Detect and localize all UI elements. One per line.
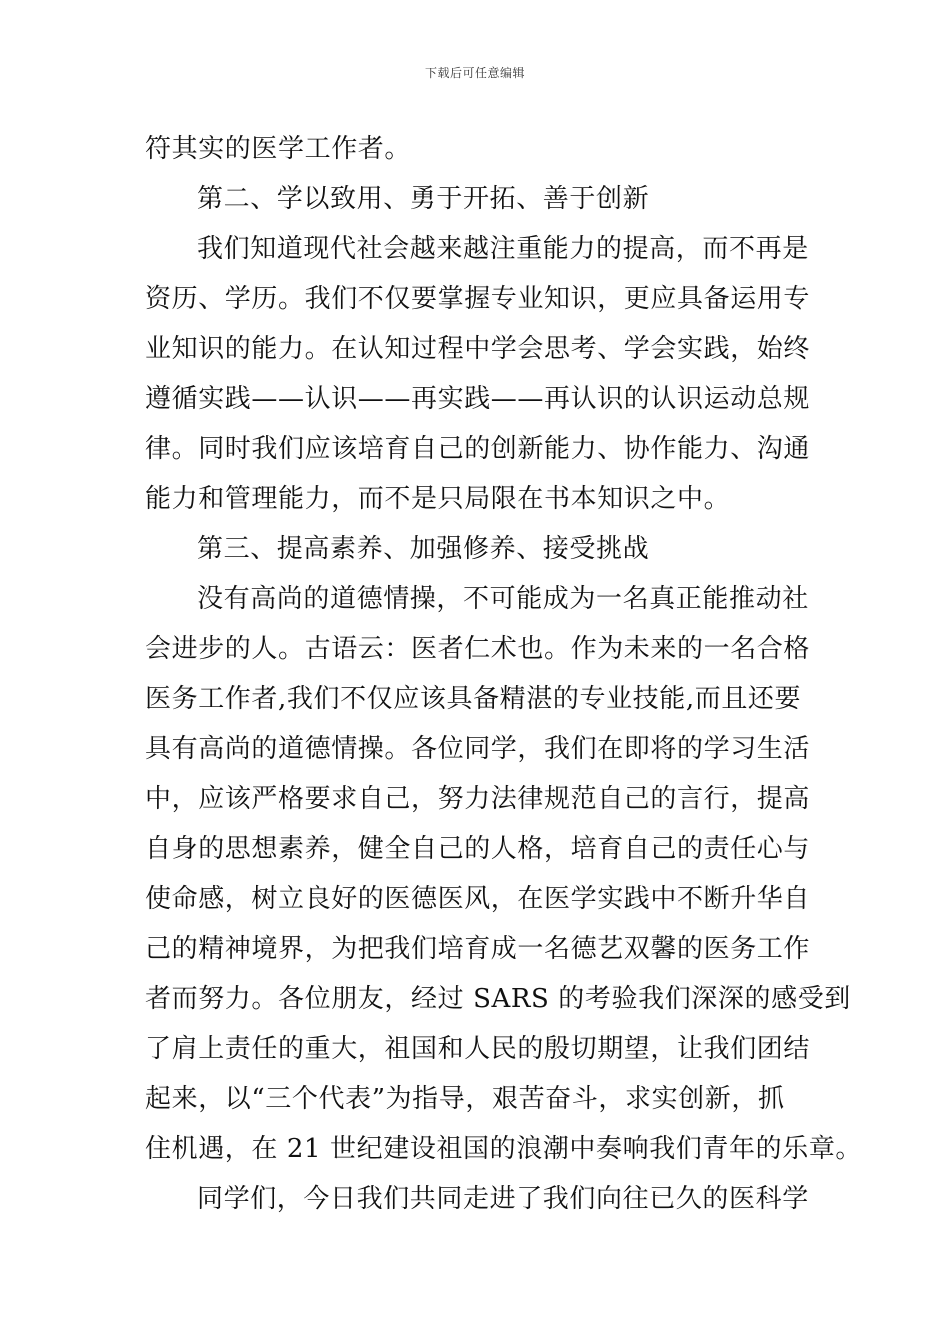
text-line: 符其实的医学工作者。 xyxy=(145,134,412,164)
section-heading: 第二、学以致用、勇于开拓、善于创新 xyxy=(197,184,650,214)
page-header: 下载后可任意编辑 xyxy=(424,66,525,80)
text-line: 业知识的能力。在认知过程中学会思考、学会实践，始终 xyxy=(145,334,811,364)
text-line: 自身的思想素养，健全自己的人格，培育自己的责任心与 xyxy=(145,834,811,864)
text-line: 起来，以“三个代表”为指导，艰苦奋斗，求实创新，抓 xyxy=(145,1084,785,1114)
text-line: 医务工作者,我们不仅应该具备精湛的专业技能,而且还要 xyxy=(145,684,802,714)
text-line: 己的精神境界，为把我们培育成一名德艺双馨的医务工作 xyxy=(145,934,811,964)
text-line: 没有高尚的道德情操，不可能成为一名真正能推动社 xyxy=(197,584,809,614)
text-line: 了肩上责任的重大，祖国和人民的殷切期望，让我们团结 xyxy=(145,1034,811,1064)
section-heading: 第三、提高素养、加强修养、接受挑战 xyxy=(197,534,650,564)
text-line: 中，应该严格要求自己，努力法律规范自己的言行，提高 xyxy=(145,784,811,814)
text-line: 资历、学历。我们不仅要掌握专业知识，更应具备运用专 xyxy=(145,284,811,314)
text-line: 我们知道现代社会越来越注重能力的提高，而不再是 xyxy=(197,234,809,264)
text-line: 者而努力。各位朋友，经过 SARS 的考验我们深深的感受到 xyxy=(145,984,851,1014)
text-line: 遵循实践——认识——再实践——再认识的认识运动总规 xyxy=(145,384,811,414)
text-line: 会进步的人。古语云：医者仁术也。作为未来的一名合格 xyxy=(145,634,811,664)
text-line: 同学们，今日我们共同走进了我们向往已久的医科学 xyxy=(197,1184,809,1214)
text-line: 住机遇，在 21 世纪建设祖国的浪潮中奏响我们青年的乐章。 xyxy=(145,1134,863,1164)
text-line: 具有高尚的道德情操。各位同学，我们在即将的学习生活 xyxy=(145,734,811,764)
text-line: 能力和管理能力，而不是只局限在书本知识之中。 xyxy=(145,484,731,514)
text-line: 律。同时我们应该培育自己的创新能力、协作能力、沟通 xyxy=(145,434,811,464)
text-line: 使命感，树立良好的医德医风，在医学实践中不断升华自 xyxy=(145,884,811,914)
